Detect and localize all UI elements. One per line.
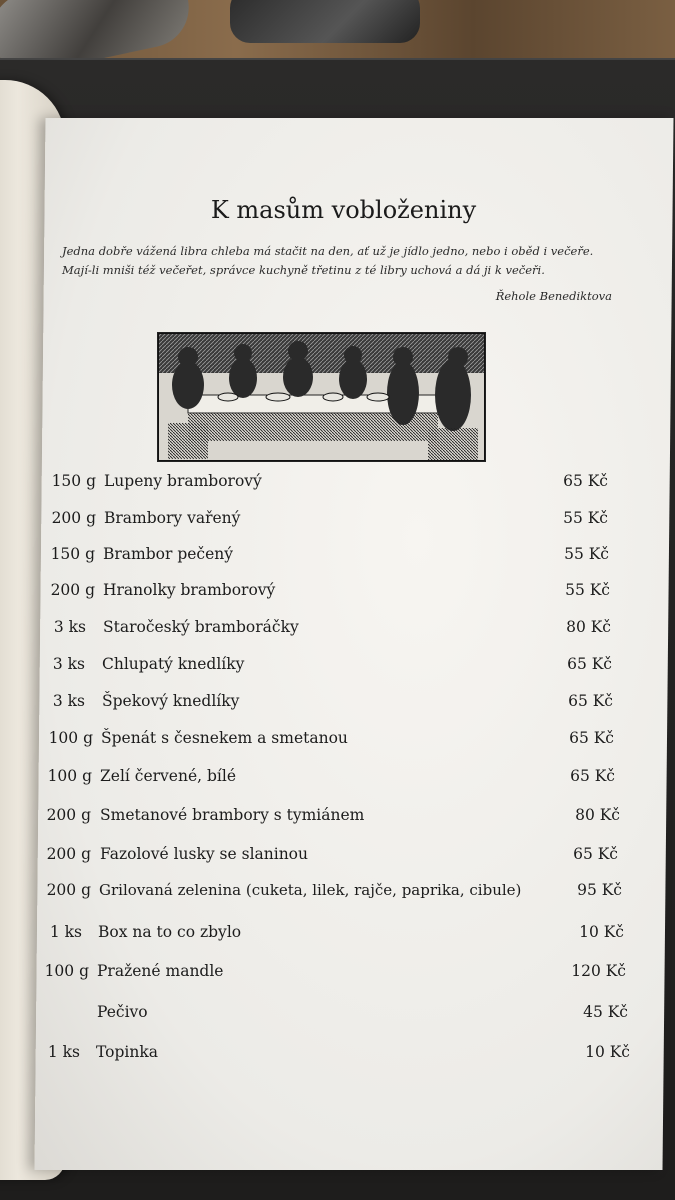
item-quantity: 200 g <box>51 509 96 527</box>
item-quantity: 100 g <box>48 729 93 747</box>
item-name: Fazolové lusky se slaninou <box>100 845 309 863</box>
item-name: Chlupatý knedlíky <box>102 655 245 673</box>
item-name: Box na to co zbylo <box>98 923 242 941</box>
item-quantity: 1 ks <box>49 923 82 941</box>
item-name: Smetanové brambory s tymiánem <box>100 806 365 824</box>
item-price: 65 Kč <box>567 655 612 673</box>
item-quantity: 3 ks <box>52 692 85 710</box>
item-price: 120 Kč <box>571 962 626 980</box>
item-quantity: 100 g <box>44 962 89 980</box>
item-quantity: 3 ks <box>53 618 86 636</box>
item-name: Lupeny bramborový <box>104 472 262 490</box>
quote-text: Jedna dobře vážená libra chleba má stačit na den, ať už je jídlo jedno, nebo i oběd i večeře. Mají-li mniši též večeřet, správce kuchyně třetinu z té libry uchová a dá ji k večeři. <box>62 244 594 277</box>
item-name: Pražené mandle <box>97 962 224 980</box>
item-quantity: 150 g <box>50 545 95 563</box>
item-name: Brambory vařený <box>104 509 241 527</box>
item-name: Špekový knedlíky <box>102 692 240 710</box>
medieval-feast-woodcut <box>157 332 486 462</box>
item-quantity: 200 g <box>46 881 91 899</box>
item-quantity: 150 g <box>51 472 96 490</box>
dark-utensil <box>230 0 420 43</box>
item-price: 80 Kč <box>566 618 611 636</box>
item-price: 65 Kč <box>563 472 608 490</box>
quote-author: Řehole Benediktova <box>495 289 612 303</box>
page-title: K masům vobloženiny <box>210 196 477 224</box>
item-name: Grilovaná zelenina (cuketa, lilek, rajče, paprika, cibule) <box>99 881 522 899</box>
item-name: Staročeský bramboráčky <box>103 618 299 636</box>
item-price: 55 Kč <box>563 509 608 527</box>
item-price: 65 Kč <box>568 692 613 710</box>
item-price: 80 Kč <box>575 806 620 824</box>
item-quantity: 3 ks <box>52 655 85 673</box>
item-name: Hranolky bramborový <box>103 581 276 599</box>
item-price: 65 Kč <box>573 845 618 863</box>
item-price: 45 Kč <box>583 1003 628 1021</box>
item-price: 65 Kč <box>569 729 614 747</box>
item-price: 65 Kč <box>570 767 615 785</box>
item-price: 55 Kč <box>564 545 609 563</box>
item-quantity: 200 g <box>46 845 91 863</box>
item-price: 95 Kč <box>577 881 622 899</box>
item-name: Zelí červené, bílé <box>100 767 236 785</box>
item-price: 55 Kč <box>565 581 610 599</box>
item-quantity: 200 g <box>50 581 95 599</box>
item-price: 10 Kč <box>579 923 624 941</box>
item-name: Špenát s česnekem a smetanou <box>101 729 348 747</box>
item-price: 10 Kč <box>585 1043 630 1061</box>
item-name: Topinka <box>96 1043 158 1061</box>
item-name: Pečivo <box>97 1003 148 1021</box>
item-quantity: 200 g <box>46 806 91 824</box>
item-quantity: 100 g <box>47 767 92 785</box>
item-name: Brambor pečený <box>103 545 234 563</box>
item-quantity: 1 ks <box>47 1043 80 1061</box>
